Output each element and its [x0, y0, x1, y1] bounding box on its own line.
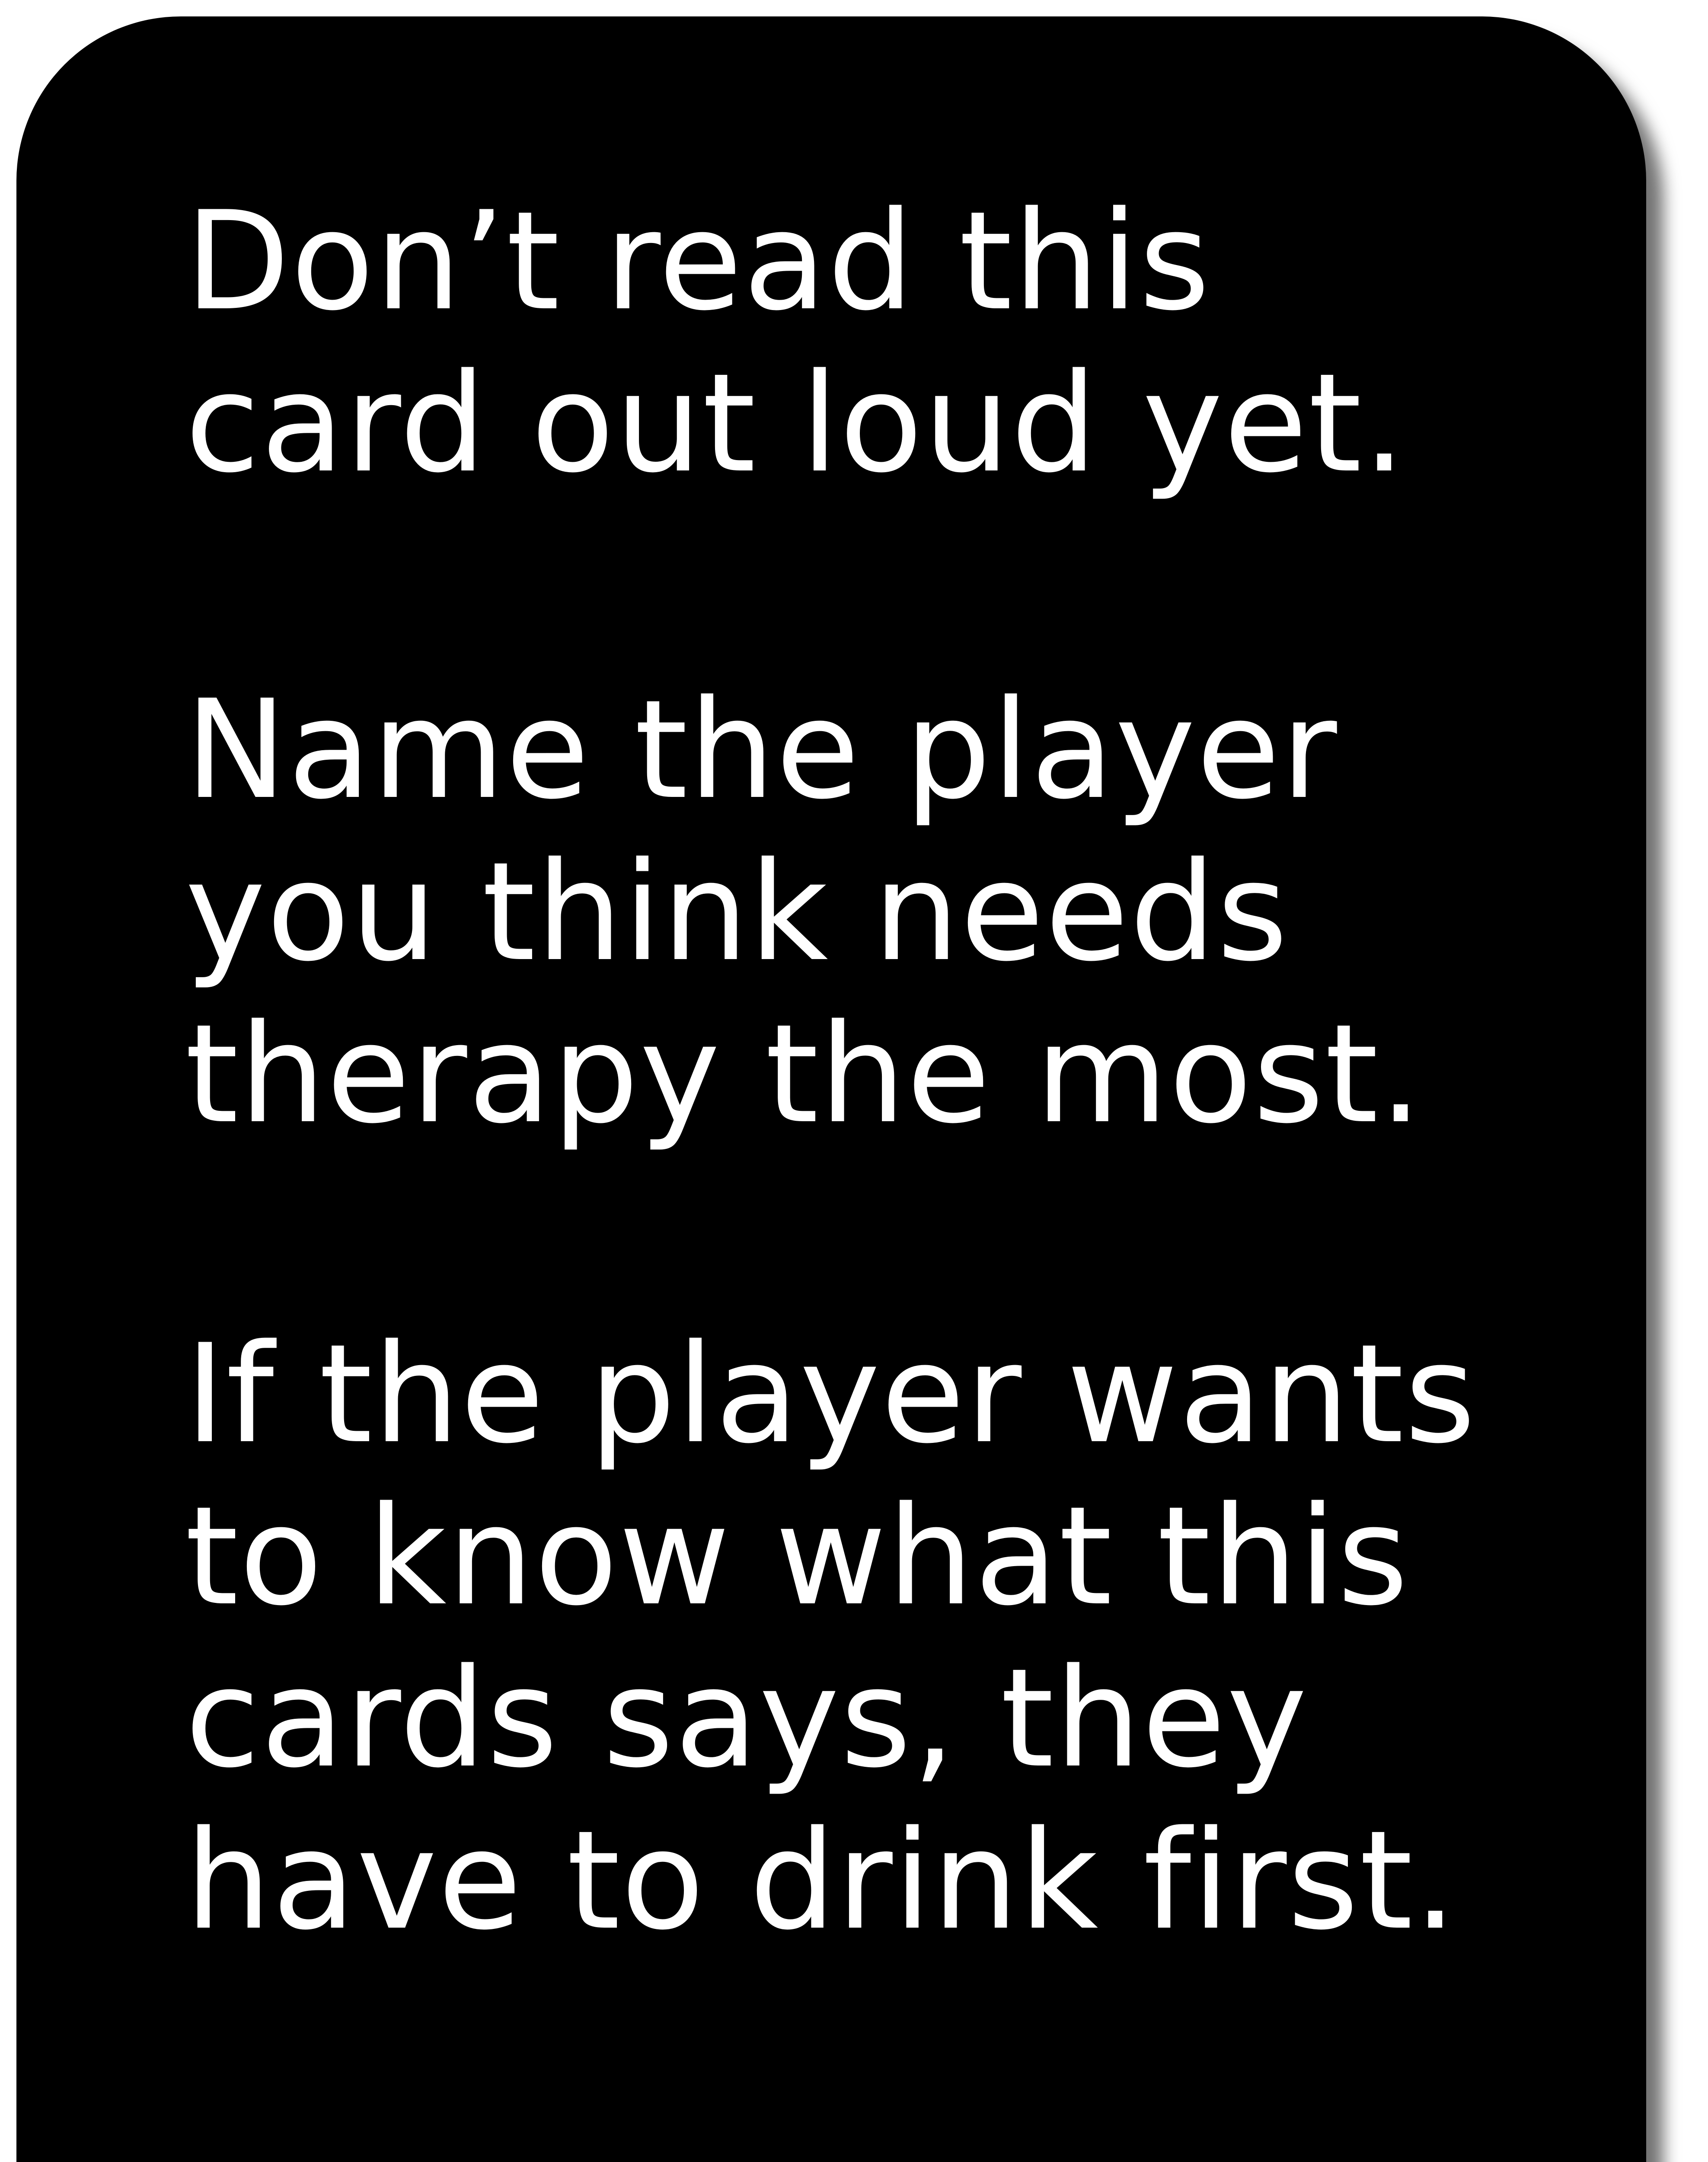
card-instruction-2: Name the player you think needs therapy the most. [185, 671, 1424, 1154]
card-instruction-1: Don’t read this card out loud yet. [185, 182, 1407, 503]
game-card [16, 16, 1646, 2162]
card-instruction-3: If the player wants to know what this cards says, they have to drink first. [185, 1315, 1477, 1960]
